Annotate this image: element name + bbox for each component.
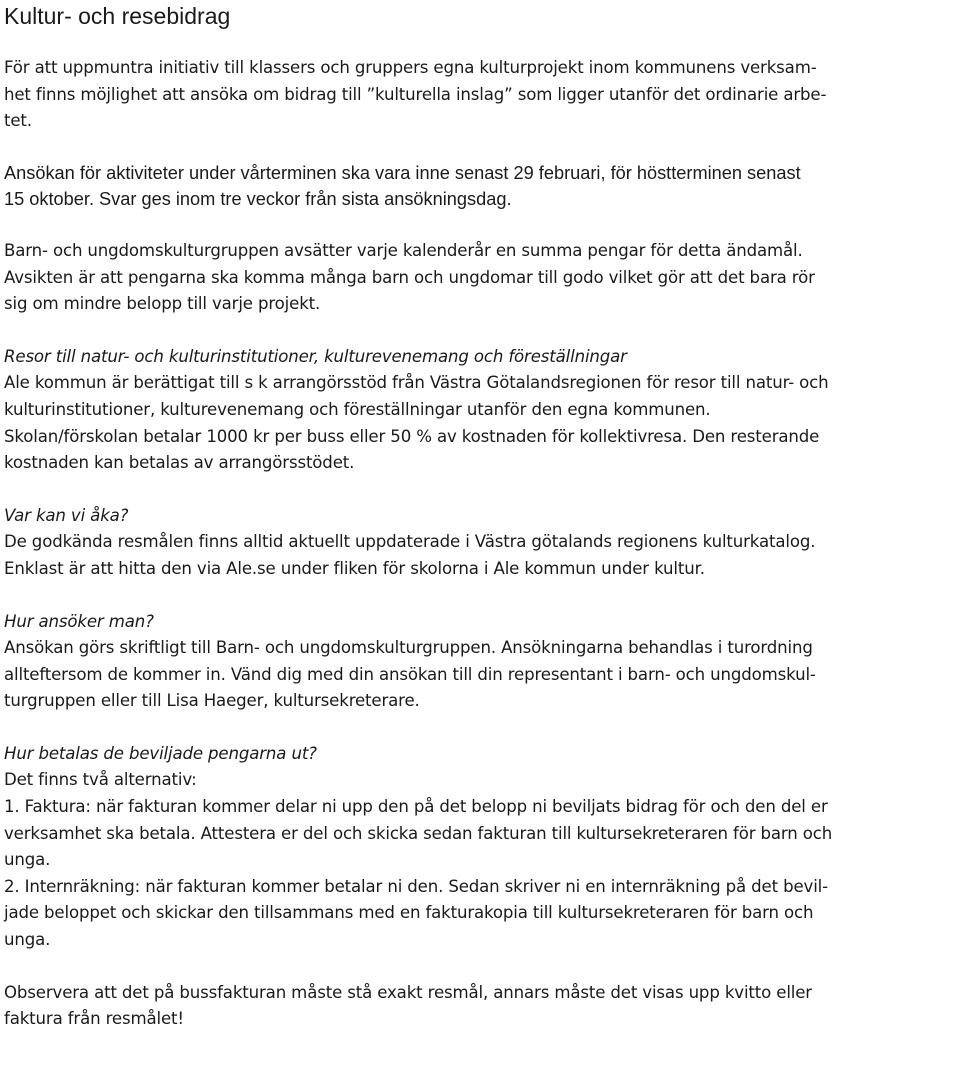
intro-paragraph xyxy=(4,55,956,135)
intro-line: tet. xyxy=(4,111,32,131)
note-line: faktura från resmålet! xyxy=(4,1009,184,1029)
budget-line: Barn- och ungdomskulturgruppen avsätter varje kalenderår en summa pengar för detta ändamål. xyxy=(4,240,803,260)
intro-line: het finns möjlighet att ansöka om bidrag till ”kulturella inslag” som ligger utanför det ordinarie arbe- xyxy=(4,84,827,104)
payment-line: unga. xyxy=(4,850,51,870)
budget-paragraph xyxy=(4,238,956,318)
note-line: Observera att det på bussfakturan måste stå exakt resmål, annars måste det visas upp kvitto eller xyxy=(4,982,812,1002)
intro-line: För att uppmuntra initiativ till klassers och gruppers egna kulturprojekt inom kommunens verksam- xyxy=(4,58,817,77)
destinations-line: De godkända resmålen finns alltid aktuellt uppdaterade i Västra götalands regionens kulturkatalog. xyxy=(4,532,816,552)
document-page xyxy=(4,0,956,1033)
travel-heading: Resor till natur- och kulturinstitutioner, kulturevenemang och föreställningar xyxy=(4,346,627,366)
travel-line: Ale kommun är berättigat till s k arrangörsstöd från Västra Götalandsregionen för resor till natur- och xyxy=(4,373,829,393)
destinations-line: Enklast är att hitta den via Ale.se under fliken för skolorna i Ale kommun under kultur. xyxy=(4,558,705,578)
travel-line: kulturinstitutioner, kulturevenemang och föreställningar utanför den egna kommunen. xyxy=(4,399,711,419)
budget-line: sig om mindre belopp till varje projekt. xyxy=(4,294,321,314)
application-line: turgruppen eller till Lisa Haeger, kultursekreterare. xyxy=(4,691,420,711)
payment-line: 1. Faktura: när fakturan kommer delar ni upp den på det belopp ni beviljats bidrag för och den del er xyxy=(4,797,828,817)
travel-line: Skolan/förskolan betalar 1000 kr per buss eller 50 % av kostnaden för kollektivresa. Den resterande xyxy=(4,426,820,446)
application-line: allteftersom de kommer in. Vänd dig med din ansökan till din representant i barn- och ungdomskul- xyxy=(4,664,816,684)
payment-section xyxy=(4,741,956,954)
page-title: Kultur- och resebidrag xyxy=(4,3,231,29)
payment-line: unga. xyxy=(4,930,51,950)
payment-line: jade beloppet och skickar den tillsammans med en fakturakopia till kultursekreteraren för barn och xyxy=(4,903,814,923)
payment-heading: Hur betalas de beviljade pengarna ut? xyxy=(4,743,317,763)
payment-line: 2. Internräkning: när fakturan kommer betalar ni den. Sedan skriver ni en internräkning på det bevil- xyxy=(4,876,828,896)
travel-line: kostnaden kan betalas av arrangörsstödet. xyxy=(4,453,355,473)
application-heading: Hur ansöker man? xyxy=(4,611,154,631)
deadline-line: Ansökan för aktiviteter under vårterminen ska vara inne senast 29 februari, för höstterminen senast xyxy=(4,162,801,183)
deadline-paragraph xyxy=(4,160,956,213)
deadline-line: 15 oktober. Svar ges inom tre veckor från sista ansökningsdag. xyxy=(4,189,512,210)
travel-section xyxy=(4,344,956,477)
payment-line: verksamhet ska betala. Attestera er del och skicka sedan fakturan till kultursekreteraren för barn och xyxy=(4,823,833,843)
application-section xyxy=(4,609,956,715)
application-line: Ansökan görs skriftligt till Barn- och ungdomskulturgruppen. Ansökningarna behandlas i turordning xyxy=(4,638,813,658)
destinations-heading: Var kan vi åka? xyxy=(4,505,129,525)
destinations-section xyxy=(4,503,956,583)
budget-line: Avsikten är att pengarna ska komma många barn och ungdomar till godo vilket gör att det bara rör xyxy=(4,267,815,287)
payment-line: Det finns två alternativ: xyxy=(4,770,197,790)
note-paragraph xyxy=(4,980,956,1033)
